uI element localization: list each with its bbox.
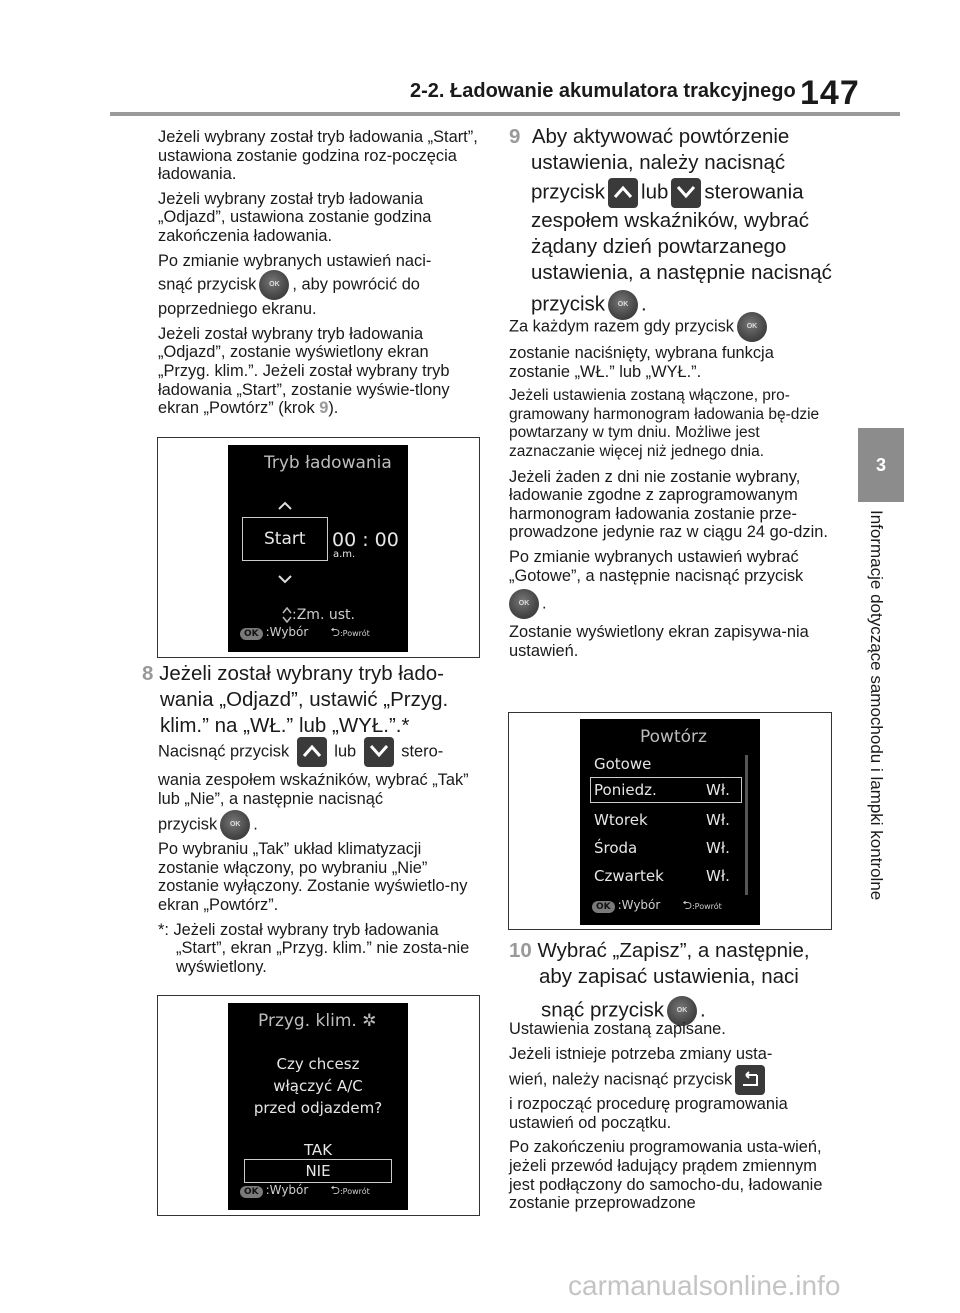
mode-value: Start xyxy=(264,529,306,549)
ok-button-icon: OK xyxy=(220,810,250,840)
paragraph xyxy=(158,325,483,418)
screen-title xyxy=(258,1011,376,1031)
text: . xyxy=(253,815,258,834)
ok-pill: OK xyxy=(592,901,615,913)
day-state: Wł. xyxy=(706,781,730,799)
text: . xyxy=(641,292,647,316)
paragraph xyxy=(158,810,483,840)
paragraph: zostanie naciśnięty, wybrana funkcja zostanie „WŁ.” lub „WYŁ.”. xyxy=(509,344,774,381)
step-9-heading xyxy=(509,124,839,176)
back-arrow-icon: ⮌ xyxy=(682,898,692,912)
display-screen xyxy=(228,445,408,652)
chevron-down-icon xyxy=(671,178,701,208)
text: lub xyxy=(641,180,669,204)
ok-pill: OK xyxy=(240,628,263,640)
select-hint: :Wybór xyxy=(265,625,309,639)
step-ref: 9 xyxy=(319,399,329,418)
text: przycisk xyxy=(531,180,606,204)
display-screen xyxy=(580,719,760,925)
select-hint: :Wybór xyxy=(265,1183,309,1197)
chevron-up-icon xyxy=(278,495,292,514)
back-hint: :Powrót xyxy=(339,629,370,638)
text: . xyxy=(700,998,706,1022)
back-icon xyxy=(735,1065,765,1095)
select-hint: :Wybór xyxy=(617,898,661,912)
paragraph xyxy=(158,270,483,300)
text: stero- xyxy=(401,742,444,761)
step-text: Wybrać „Zapisz”, a następnie, aby zapisać ustawienia, naci xyxy=(537,939,810,988)
day-row xyxy=(594,781,744,799)
day-label: Środa xyxy=(594,839,638,857)
text: ). xyxy=(328,399,339,418)
paragraph: wania zespołem wskaźników, wybrać „Tak” lub „Nie”, a następnie nacisnąć xyxy=(158,771,469,808)
text: Po zmianie wybranych ustawień naci- xyxy=(158,251,432,270)
paragraph: Ustawienia zostaną zapisane. xyxy=(509,1020,726,1038)
day-row xyxy=(594,811,744,829)
paragraph: Jeżeli ustawienia zostaną włączone, pro-gramowany harmonogram ładowania bę-dzie powtarzany w tym dniu. Możliwe jest zaznaczanie więcej niż jednego dnia. xyxy=(509,387,820,460)
day-row xyxy=(594,867,744,885)
paragraph: Jeżeli żaden z dni nie zostanie wybrany, ładowanie zgodne z zaprogramowanym harmonogram ładowania zostanie prze-prowadzone jedynie raz w ciągu 24 go-dzin. xyxy=(509,467,828,542)
paragraph xyxy=(509,589,834,619)
step-9 xyxy=(509,124,839,320)
question-line: przed odjazdem? xyxy=(253,1099,383,1117)
day-row xyxy=(594,839,744,857)
screen-footer xyxy=(240,1181,400,1202)
chapter-label-text: Informacje dotyczące samochodu i lampki kontrolne xyxy=(867,510,886,901)
screen-figure-3 xyxy=(508,712,832,930)
paragraph xyxy=(509,312,834,342)
step-8-body xyxy=(158,737,483,982)
step-number: 10 xyxy=(509,939,532,962)
back-hint: :Powrót xyxy=(339,1187,370,1196)
day-state: Wł. xyxy=(706,867,730,885)
step-9-line xyxy=(509,178,839,208)
question-line: Czy chcesz xyxy=(276,1055,360,1073)
text: Jeżeli został wybrany tryb ładowania „Odjazd”, zostanie wyświetlony ekran „Przyg. klim.”. Jeżeli został wybrany tryb ładowania „Start”, zostanie wyświe-tlony ekran „Powtórz” (krok xyxy=(158,324,450,418)
done-option: Gotowe xyxy=(594,755,652,773)
text: przycisk xyxy=(531,292,606,316)
step-text: Jeżeli został wybrany tryb łado-wania „Odjazd”, ustawić „Przyg. klim.” na „WŁ.” lub „WYŁ.”.* xyxy=(159,662,449,737)
left-column xyxy=(158,128,483,424)
text: , aby powrócić do xyxy=(292,275,420,294)
scrollbar xyxy=(745,755,748,895)
paragraph xyxy=(509,1065,834,1095)
yes-option: TAK xyxy=(303,1141,333,1159)
day-label: Wtorek xyxy=(594,811,648,829)
header-rule xyxy=(110,112,900,116)
paragraph: Jeżeli istnieje potrzeba zmiany usta- xyxy=(509,1044,773,1063)
chevron-down-icon xyxy=(278,569,292,588)
right-body-2 xyxy=(509,1020,834,1219)
am-pm: a.m. xyxy=(333,549,356,560)
screen-title: Tryb ładowania xyxy=(264,453,392,473)
paragraph xyxy=(509,548,834,585)
step-number: 9 xyxy=(509,125,521,148)
text: lub xyxy=(334,742,357,761)
screen-figure-1 xyxy=(157,437,480,658)
paragraph: Po zakończeniu programowania usta-wień, jeżeli przewód ładujący prądem zmiennym jest podłączony do samocho-du, ładowanie zostanie przeprowadzone xyxy=(509,1138,823,1213)
chevron-down-icon xyxy=(364,737,394,767)
step-number: 8 xyxy=(142,662,154,685)
fan-icon: ✲ xyxy=(362,1011,377,1031)
text: przycisk xyxy=(158,815,218,834)
screen-figure-2 xyxy=(157,995,480,1216)
ok-pill: OK xyxy=(240,1186,263,1198)
chapter-tab: 3 xyxy=(858,428,904,502)
step-text: Aby aktywować powtórzenie ustawienia, należy nacisnąć xyxy=(531,125,790,174)
time-value: 00 : 00 xyxy=(332,529,399,551)
day-label: Czwartek xyxy=(594,867,664,885)
no-option: NIE xyxy=(305,1162,331,1180)
display-screen xyxy=(228,1003,408,1210)
text: Nacisnąć przycisk xyxy=(158,742,290,761)
paragraph xyxy=(158,252,483,271)
chevron-up-icon xyxy=(608,178,638,208)
text: wień, należy nacisnąć przycisk xyxy=(509,1070,733,1089)
ok-button-icon: OK xyxy=(608,290,638,320)
chevron-up-icon xyxy=(297,737,327,767)
text: . xyxy=(542,594,547,613)
step-10 xyxy=(509,938,839,1026)
day-state: Wł. xyxy=(706,839,730,857)
step-8 xyxy=(140,661,480,739)
section-title: 2-2. Ładowanie akumulatora trakcyjnego xyxy=(410,80,796,102)
text: Po zmianie wybranych ustawień wybrać „Gotowe”, a następnie nacisnąć przycisk xyxy=(509,547,804,585)
back-hint: :Powrót xyxy=(691,902,722,911)
back-arrow-icon: ⮌ xyxy=(330,625,340,639)
text: snąć przycisk xyxy=(541,998,665,1022)
watermark: carmanualsonline.info xyxy=(568,1270,841,1301)
paragraph: Jeżeli wybrany został tryb ładowania „Odjazd”, ustawiona zostanie godzina zakończenia ładowania. xyxy=(158,189,432,245)
text: Za każdym razem gdy przycisk xyxy=(509,317,734,336)
screen-title: Powtórz xyxy=(640,727,707,747)
ok-button-icon: OK xyxy=(737,312,767,342)
ok-button-icon: OK xyxy=(259,270,289,300)
step-9-text: zespołem wskaźników, wybrać żądany dzień powtarzanego ustawienia, a następnie nacisnąć xyxy=(531,209,832,284)
right-body xyxy=(509,312,834,666)
paragraph: poprzedniego ekranu. xyxy=(158,300,317,319)
step-10-heading xyxy=(509,938,839,990)
paragraph xyxy=(158,737,483,767)
chapter-label xyxy=(866,510,896,930)
day-label: Poniedz. xyxy=(594,781,657,799)
text: sterowania xyxy=(704,180,804,204)
screen-footer xyxy=(592,896,752,917)
paragraph: Po wybraniu „Tak” układ klimatyzacji zostanie włączony, po wybraniu „Nie” zostanie wyłączony. Zostanie wyświetlo-ny ekran „Powtórz”. xyxy=(158,840,468,914)
ok-button-icon: OK xyxy=(667,996,697,1026)
step-8-heading xyxy=(140,661,480,739)
text: snąć przycisk xyxy=(158,275,257,294)
paragraph: Zostanie wyświetlony ekran zapisywa-nia ustawień. xyxy=(509,623,809,660)
question-line: włączyć A/C xyxy=(273,1077,363,1095)
footnote: *: Jeżeli został wybrany tryb ładowania „Start”, ekran „Przyg. klim.” nie zosta-nie wyświetlony. xyxy=(158,920,470,976)
ok-button-icon: OK xyxy=(509,589,539,619)
back-arrow-icon: ⮌ xyxy=(330,1183,340,1197)
screen-footer xyxy=(240,623,400,644)
paragraph: Jeżeli wybrany został tryb ładowania „Start”, ustawiona zostanie godzina roz-poczęcia ładowania. xyxy=(158,128,478,184)
day-state: Wł. xyxy=(706,811,730,829)
paragraph: i rozpocząć procedurę programowania ustawień od początku. xyxy=(509,1095,788,1132)
screen-title-text: Przyg. klim. xyxy=(258,1011,357,1031)
page-number: 147 xyxy=(800,74,860,112)
change-hint: :Zm. ust. xyxy=(292,607,355,623)
